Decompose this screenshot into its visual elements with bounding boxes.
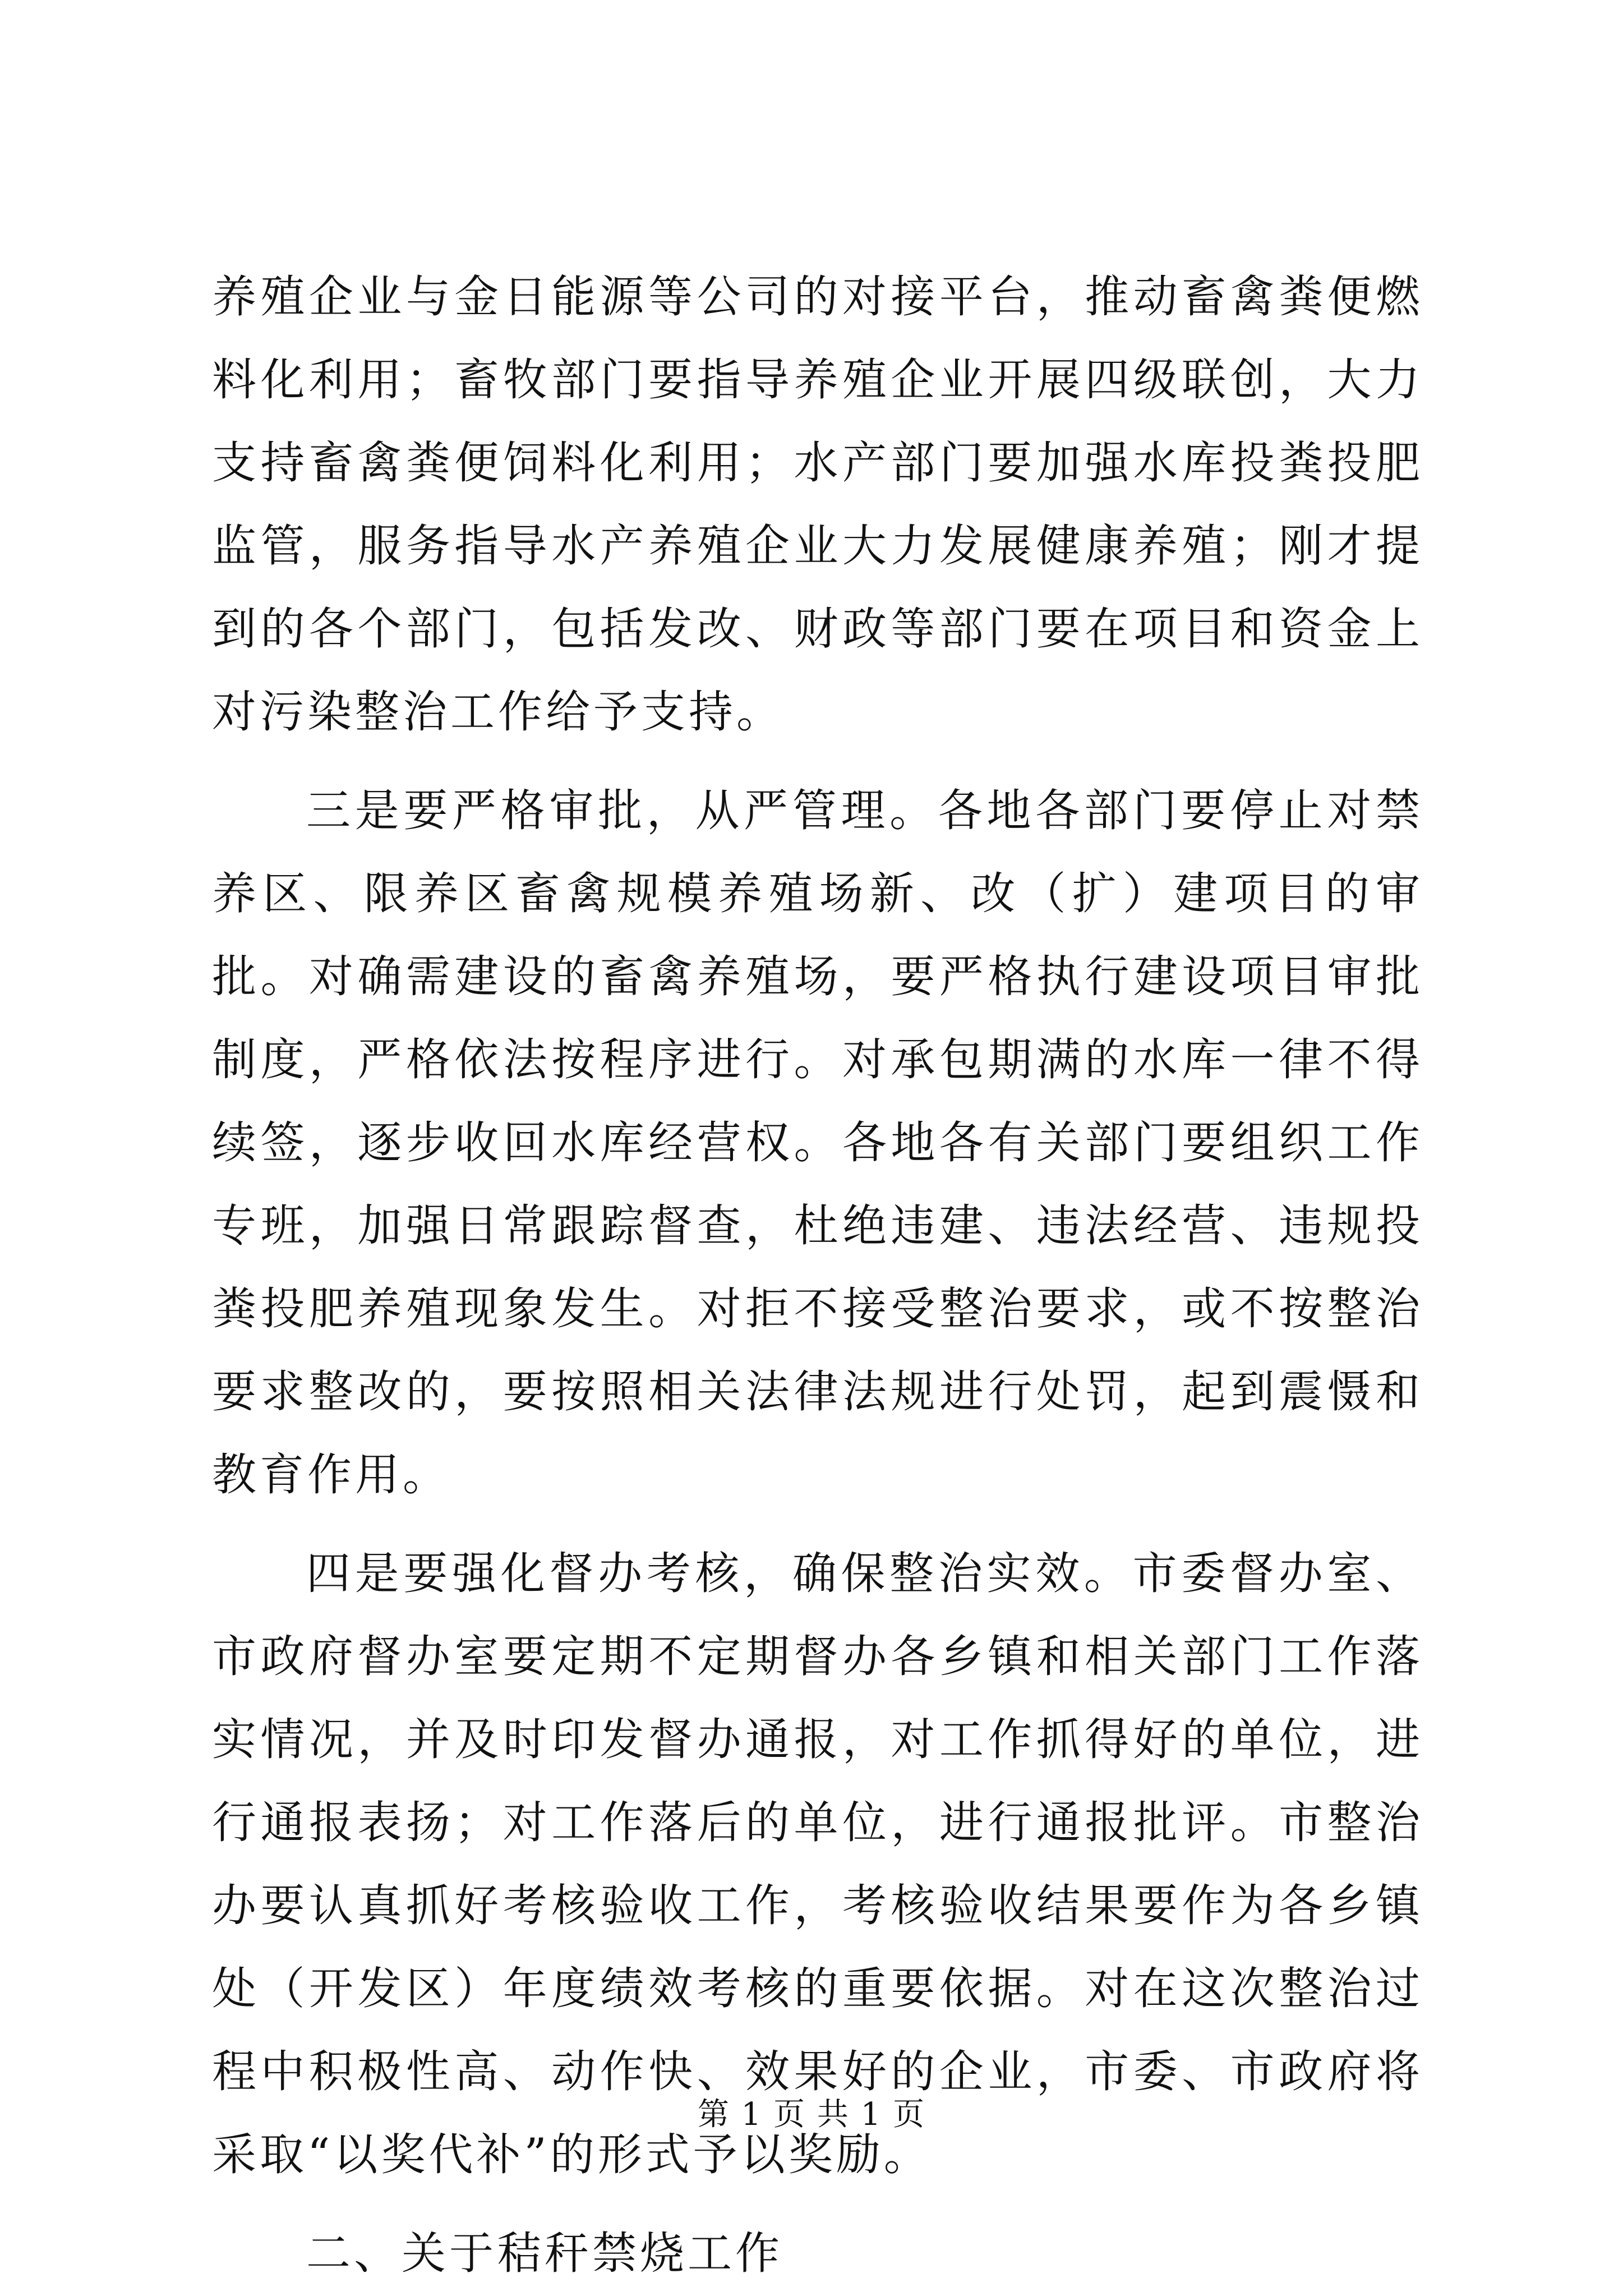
paragraph-supervision-assessment: 四是要强化督办考核，确保整治实效。市委督办室、市政府督办室要定期不定期督办各乡镇和相关部门工作落实情况，并及时印发督办通报，对工作抓得好的单位，进行通报表扬；对工作落后的单位，进行通报批评。市整治办要认真抓好考核验收工作，考核验收结果要作为各乡镇处（开发区）年度绩效考核的重要依据。对在这次整治过程中积极性高、动作快、效果好的企业，市委、市政府将采取“以奖代补”的形式予以奖励。 (212, 1548, 1423, 2180)
page-footer: 第 1 页 共 1 页 (697, 2096, 926, 2133)
section-heading-straw-burning: 二、关于秸秆禁烧工作 (306, 2228, 783, 2279)
paragraph-strict-approval: 三是要严格审批，从严管理。各地各部门要停止对禁养区、限养区畜禽规模养殖场新、改（扩）建项目的审批。对确需建设的畜禽养殖场，要严格执行建设项目审批制度，严格依法按程序进行。对承包期满的水库一律不得续签，逐步收回水库经营权。各地各有关部门要组织工作专班，加强日常跟踪督查，杜绝违建、违法经营、违规投粪投肥养殖现象发生。对拒不接受整治要求，或不按整治要求整改的，要按照相关法律法规进行处罚，起到震慑和教育作用。 (212, 785, 1423, 1501)
document-body (212, 255, 1423, 2295)
paragraph-continuation: 养殖企业与金日能源等公司的对接平台，推动畜禽粪便燃料化利用；畜牧部门要指导养殖企业开展四级联创，大力支持畜禽粪便饲料化利用；水产部门要加强水库投粪投肥监管，服务指导水产养殖企业大力发展健康养殖；刚才提到的各个部门，包括发改、财政等部门要在项目和资金上对污染整治工作给予支持。 (212, 271, 1423, 738)
